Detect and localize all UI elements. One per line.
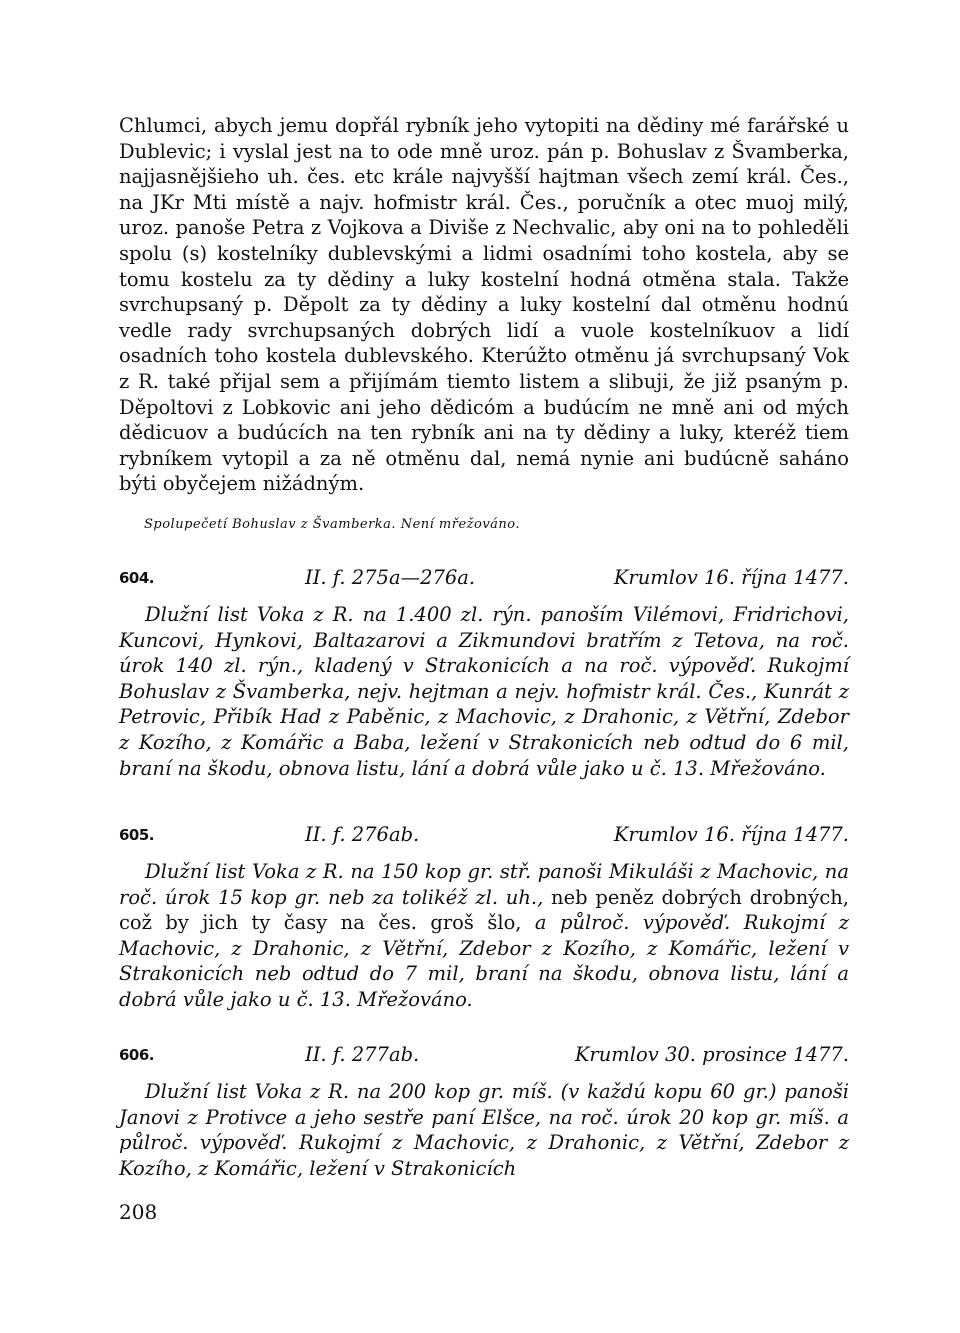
entry-folio-reference: II. f. 276ab. (305, 823, 420, 846)
entry-number: 604. (119, 569, 155, 587)
entry-number: 606. (119, 1046, 155, 1064)
regest-roman-part: neb peněz dobrých drobných, což by jich ty časy na čes. groš šlo, (119, 885, 850, 935)
regest-italic-part: Dlužní list Voka z R. na 150 kop gr. stř. panoši Mikuláši z Machovic, na roč. úrok 15 kop gr. neb za tolikéž zl. uh., (119, 860, 849, 909)
entry-folio-reference: II. f. 277ab. (305, 1043, 420, 1066)
page-number: 208 (119, 1200, 158, 1224)
entry-place-date: Krumlov 16. října 1477. (613, 823, 849, 846)
sealing-note: Spolupečetí Bohuslav z Švamberka. Není mřežováno. (144, 517, 521, 532)
carryover-paragraph: Chlumci, abych jemu dopřál rybník jeho vytopiti na dědiny mé farářské u Dublevic; i vyslal jest na to ode mně uroz. pán p. Bohuslav z Švamberka, najjasnějšieho uh. čes. etc krále najvyšší hajtman všech zemí král. Čes., na JKr Mti místě a najv. hofmistr král. Čes., poručník a otec muoj milý, uroz. panoše Petra z Vojkova a Diviše z Nechvalic, aby oni na to pohleděli spolu (s) kostelníky dublevskými a lidmi osadními toho kostela, aby se tomu kostelu za ty dědiny a luky kostelní hodná otměna stala. Takže svrchupsaný p. Děpolt za ty dědiny a luky kostelní dal otměnu hodnú vedle rady svrchupsaných dobrých lidí a vuole kostelníkuov a lidí osadních toho kostela dublevského. Kterúžto otměnu já svrchupsaný Vok z R. také přijal sem a přijímám tiemto listem a slibuji, že již psaným p. Děpoltovi z Lobkovic ani jeho dědicóm a budúcím ne mně ani od mých dědicuov a budúcích na ten rybník ani na ty dědiny a luky, kteréž tiem rybníkem vytopil a za ně otměnu dal, nemá nynie ani budúcně saháno býti obyčejem nižádným. (119, 114, 849, 496)
entry-regest-605 (119, 859, 849, 1013)
entry-regest-604: Dlužní list Voka z R. na 1.400 zl. rýn. panoším Vilémovi, Fridrichovi, Kuncovi, Hynkovi, Baltazarovi a Zikmundovi bratřím z Tetova, na roč. úrok 140 zl. rýn., kladený v Strakonicích a na roč. výpověď. Rukojmí Bohuslav z Švamberka, nejv. hejtman a nejv. hofmistr král. Čes., Kunrát z Petrovic, Přibík Had z Paběnic, z Machovic, z Drahonic, z Větřní, Zdebor z Kozího, z Komářic a Baba, ležení v Strakonicích neb odtud do 6 mil, braní na škodu, obnova listu, lání a dobrá vůle jako u č. 13. Mřežováno. (119, 603, 849, 780)
entry-regest-606: Dlužní list Voka z R. na 200 kop gr. míš. (v každú kopu 60 gr.) panoši Janovi z Protivce a jeho sestře paní Elšce, na roč. úrok 20 kop gr. míš. a půlroč. výpověď. Rukojmí z Machovic, z Drahonic, z Větřní, Zdebor z Kozího, z Komářic, ležení v Strakonicích (119, 1080, 849, 1180)
entry-place-date: Krumlov 30. prosince 1477. (574, 1043, 849, 1066)
entry-folio-reference: II. f. 275a—276a. (305, 566, 476, 589)
entry-heading-605 (119, 822, 849, 848)
entry-place-date: Krumlov 16. října 1477. (613, 566, 849, 589)
regest-italic-part-2: a půlroč. výpověď. Rukojmí z Machovic, z Drahonic, z Větřní, Zdebor z Kozího, z Komářic, ležení v Strakonicích neb odtud do 7 mil, braní na škodu, obnova listu, lání a dobrá vůle jako u č. 13. Mřežováno. (119, 911, 849, 1011)
entry-heading-604 (119, 565, 849, 591)
entry-heading-606 (119, 1042, 849, 1068)
entry-number: 605. (119, 826, 155, 844)
